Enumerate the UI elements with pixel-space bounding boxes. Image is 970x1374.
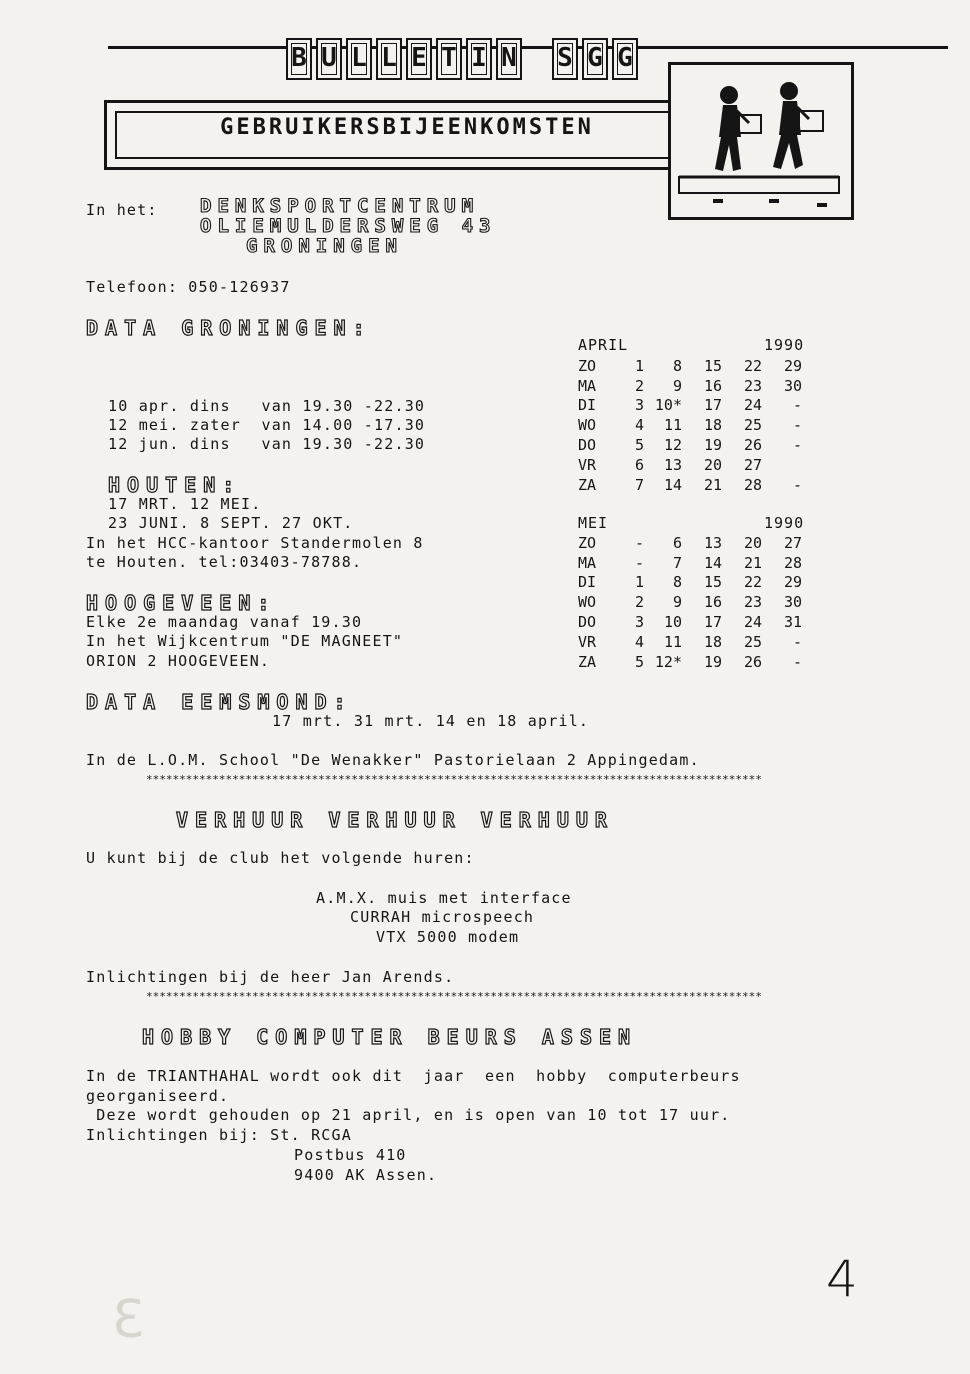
calendar-date: 5 bbox=[634, 652, 644, 671]
calendar-date: 6 bbox=[634, 455, 644, 474]
calendar-day-name: MA bbox=[578, 376, 597, 395]
calendar-date: 12* bbox=[654, 652, 682, 671]
calendar-date: 28 bbox=[743, 475, 762, 494]
calendar-date: 1 bbox=[634, 573, 644, 592]
calendar-date: - bbox=[792, 436, 802, 455]
calendar-date: 21 bbox=[743, 553, 762, 572]
calendar-date: 6 bbox=[672, 533, 682, 552]
masthead-rule bbox=[108, 46, 948, 49]
verhuur-item: A.M.X. muis met interface bbox=[316, 889, 572, 907]
beurs-text: Inlichtingen bij: St. RCGA bbox=[86, 1126, 352, 1144]
masthead-letter: G bbox=[612, 38, 638, 80]
calendar-date: 11 bbox=[663, 632, 682, 651]
calendar-day-name: ZA bbox=[578, 652, 597, 671]
calendar-date: 22 bbox=[743, 573, 762, 592]
calendar-week-row bbox=[578, 652, 802, 672]
calendar-date: 20 bbox=[743, 533, 762, 552]
calendar-week-row bbox=[578, 553, 802, 573]
calendar-date: - bbox=[634, 533, 644, 552]
calendar-date: - bbox=[792, 416, 802, 435]
calendar-date: 28 bbox=[783, 553, 802, 572]
star-divider: ********************************************************************************************* bbox=[146, 990, 762, 1003]
eemsmond-dates: 17 mrt. 31 mrt. 14 en 18 april. bbox=[272, 712, 590, 730]
calendar-date: 22 bbox=[743, 356, 762, 375]
hoogeveen-line: Elke 2e maandag vanaf 19.30 bbox=[86, 613, 363, 631]
calendar-date: 21 bbox=[703, 475, 722, 494]
calendar-date: 25 bbox=[743, 416, 762, 435]
calendar-date: 17 bbox=[703, 396, 722, 415]
calendar-date: 11 bbox=[663, 416, 682, 435]
calendar-day-name: WO bbox=[578, 593, 597, 612]
beurs-text: Deze wordt gehouden op 21 april, en is open van 10 tot 17 uur. bbox=[86, 1106, 731, 1124]
calendar-date: 4 bbox=[634, 632, 644, 651]
calendar-mei-year: 1990 bbox=[764, 514, 805, 532]
banner-box bbox=[104, 100, 710, 170]
calendar-date: 29 bbox=[783, 356, 802, 375]
calendar-date: 1 bbox=[634, 356, 644, 375]
calendar-date: 19 bbox=[703, 652, 722, 671]
calendar-day-name: VR bbox=[578, 455, 597, 474]
calendar-date: 14 bbox=[663, 475, 682, 494]
calendar-day-name: DI bbox=[578, 573, 597, 592]
calendar-date: - bbox=[634, 553, 644, 572]
masthead-letter: G bbox=[582, 38, 608, 80]
masthead-letter: I bbox=[466, 38, 492, 80]
calendar-week-row bbox=[578, 612, 802, 632]
beurs-address: 9400 AK Assen. bbox=[294, 1166, 438, 1184]
calendar-mei bbox=[578, 533, 802, 672]
calendar-week-row bbox=[578, 475, 802, 495]
masthead-letter: L bbox=[376, 38, 402, 80]
calendar-date: 15 bbox=[703, 573, 722, 592]
calendar-date: 13 bbox=[663, 455, 682, 474]
calendar-april bbox=[578, 356, 802, 495]
calendar-date bbox=[762, 455, 802, 475]
venue-phone: Telefoon: 050-126937 bbox=[86, 278, 291, 296]
eemsmond-title: DATA EEMSMOND: bbox=[86, 690, 353, 714]
masthead-letter: S bbox=[552, 38, 578, 80]
groningen-row: 12 jun. dins van 19.30 -22.30 bbox=[108, 435, 426, 453]
calendar-week-row bbox=[578, 435, 802, 455]
masthead-letter: U bbox=[316, 38, 342, 80]
calendar-date: 27 bbox=[743, 455, 762, 474]
verhuur-intro: U kunt bij de club het volgende huren: bbox=[86, 849, 475, 867]
calendar-date: 14 bbox=[703, 553, 722, 572]
calendar-date: 5 bbox=[634, 436, 644, 455]
calendar-date: - bbox=[792, 632, 802, 651]
calendar-week-row bbox=[578, 533, 802, 553]
calendar-week-row bbox=[578, 573, 802, 593]
calendar-date: 24 bbox=[743, 613, 762, 632]
calendar-week-row bbox=[578, 632, 802, 652]
calendar-date: 19 bbox=[703, 436, 722, 455]
calendar-date: 30 bbox=[783, 593, 802, 612]
calendar-date: 3 bbox=[634, 613, 644, 632]
beurs-text: georganiseerd. bbox=[86, 1087, 230, 1105]
calendar-day-name: DO bbox=[578, 613, 597, 632]
calendar-date: 23 bbox=[743, 593, 762, 612]
calendar-date: 10* bbox=[654, 396, 682, 415]
calendar-date: 18 bbox=[703, 632, 722, 651]
bleed-through-mark: 3 bbox=[112, 1290, 146, 1350]
hoogeveen-title: HOOGEVEEN: bbox=[86, 591, 277, 615]
calendar-date: 27 bbox=[783, 533, 802, 552]
calendar-date: 17 bbox=[703, 613, 722, 632]
masthead-letter: T bbox=[436, 38, 462, 80]
houten-dates: 23 JUNI. 8 SEPT. 27 OKT. bbox=[108, 514, 354, 532]
calendar-day-name: WO bbox=[578, 416, 597, 435]
houten-phone: te Houten. tel:03403-78788. bbox=[86, 553, 363, 571]
page-number: 4 bbox=[826, 1250, 858, 1308]
beurs-address: Postbus 410 bbox=[294, 1146, 407, 1164]
hoogeveen-line: ORION 2 HOOGEVEEN. bbox=[86, 652, 271, 670]
calendar-day-name: ZO bbox=[578, 356, 597, 375]
masthead-letter: E bbox=[406, 38, 432, 80]
calendar-date: 8 bbox=[672, 573, 682, 592]
banner-title: GEBRUIKERSBIJEENKOMSTEN bbox=[220, 115, 594, 140]
calendar-mei-month: MEI bbox=[578, 514, 609, 532]
groningen-row: 12 mei. zater van 14.00 -17.30 bbox=[108, 416, 426, 434]
star-divider: ********************************************************************************************* bbox=[146, 773, 762, 786]
calendar-april-month: APRIL bbox=[578, 336, 629, 354]
calendar-day-name: ZA bbox=[578, 475, 597, 494]
calendar-day-name: DI bbox=[578, 396, 597, 415]
calendar-date: 26 bbox=[743, 652, 762, 671]
verhuur-title: VERHUUR VERHUUR VERHUUR bbox=[176, 808, 614, 832]
calendar-date: - bbox=[792, 396, 802, 415]
calendar-date: 24 bbox=[743, 396, 762, 415]
houten-title: HOUTEN: bbox=[108, 473, 242, 497]
calendar-date: 4 bbox=[634, 416, 644, 435]
calendar-week-row bbox=[578, 396, 802, 416]
groningen-title: DATA GRONINGEN: bbox=[86, 316, 372, 340]
eemsmond-location: In de L.O.M. School "De Wenakker" Pastorielaan 2 Appingedam. bbox=[86, 751, 700, 769]
calendar-date: 10 bbox=[663, 613, 682, 632]
calendar-week-row bbox=[578, 415, 802, 435]
calendar-date: - bbox=[792, 652, 802, 671]
calendar-date: 25 bbox=[743, 632, 762, 651]
calendar-date: - bbox=[792, 475, 802, 494]
masthead-letter: N bbox=[496, 38, 522, 80]
calendar-week-row bbox=[578, 592, 802, 612]
verhuur-item: CURRAH microspeech bbox=[350, 908, 535, 926]
masthead-letter: B bbox=[286, 38, 312, 80]
calendar-day-name: ZO bbox=[578, 533, 597, 552]
calendar-date: 9 bbox=[672, 376, 682, 395]
venue-city: GRONINGEN bbox=[246, 235, 403, 257]
calendar-week-row bbox=[578, 376, 802, 396]
calendar-date: 26 bbox=[743, 436, 762, 455]
calendar-date: 7 bbox=[634, 475, 644, 494]
houten-location: In het HCC-kantoor Standermolen 8 bbox=[86, 534, 424, 552]
calendar-date: 30 bbox=[783, 376, 802, 395]
masthead-letter: L bbox=[346, 38, 372, 80]
beurs-title: HOBBY COMPUTER BEURS ASSEN bbox=[142, 1025, 638, 1049]
calendar-date: 23 bbox=[743, 376, 762, 395]
calendar-date: 12 bbox=[663, 436, 682, 455]
calendar-day-name: VR bbox=[578, 632, 597, 651]
beurs-text: In de TRIANTHAHAL wordt ook dit jaar een hobby computerbeurs bbox=[86, 1067, 741, 1085]
verhuur-info: Inlichtingen bij de heer Jan Arends. bbox=[86, 968, 455, 986]
calendar-date: 13 bbox=[703, 533, 722, 552]
calendar-date: 16 bbox=[703, 376, 722, 395]
calendar-date: 9 bbox=[672, 593, 682, 612]
venue-street: OLIEMULDERSWEG 43 bbox=[200, 215, 497, 237]
calendar-date: 29 bbox=[783, 573, 802, 592]
venue-label: In het: bbox=[86, 201, 158, 219]
houten-dates: 17 MRT. 12 MEI. bbox=[108, 495, 262, 513]
groningen-row: 10 apr. dins van 19.30 -22.30 bbox=[108, 397, 426, 415]
calendar-date: 7 bbox=[672, 553, 682, 572]
verhuur-item: VTX 5000 modem bbox=[376, 928, 520, 946]
calendar-date: 2 bbox=[634, 376, 644, 395]
calendar-date: 15 bbox=[703, 356, 722, 375]
calendar-date: 31 bbox=[783, 613, 802, 632]
calendar-day-name: DO bbox=[578, 436, 597, 455]
calendar-week-row bbox=[578, 455, 802, 475]
calendar-date: 3 bbox=[634, 396, 644, 415]
calendar-date: 16 bbox=[703, 593, 722, 612]
calendar-date: 2 bbox=[634, 593, 644, 612]
calendar-week-row bbox=[578, 356, 802, 376]
people-carrying-boxes-illustration bbox=[668, 62, 854, 220]
calendar-day-name: MA bbox=[578, 553, 597, 572]
hoogeveen-line: In het Wijkcentrum "DE MAGNEET" bbox=[86, 632, 404, 650]
calendar-date: 8 bbox=[672, 356, 682, 375]
calendar-april-year: 1990 bbox=[764, 336, 805, 354]
calendar-date: 20 bbox=[703, 455, 722, 474]
calendar-date: 18 bbox=[703, 416, 722, 435]
venue-name: DENKSPORTCENTRUM bbox=[200, 195, 480, 217]
